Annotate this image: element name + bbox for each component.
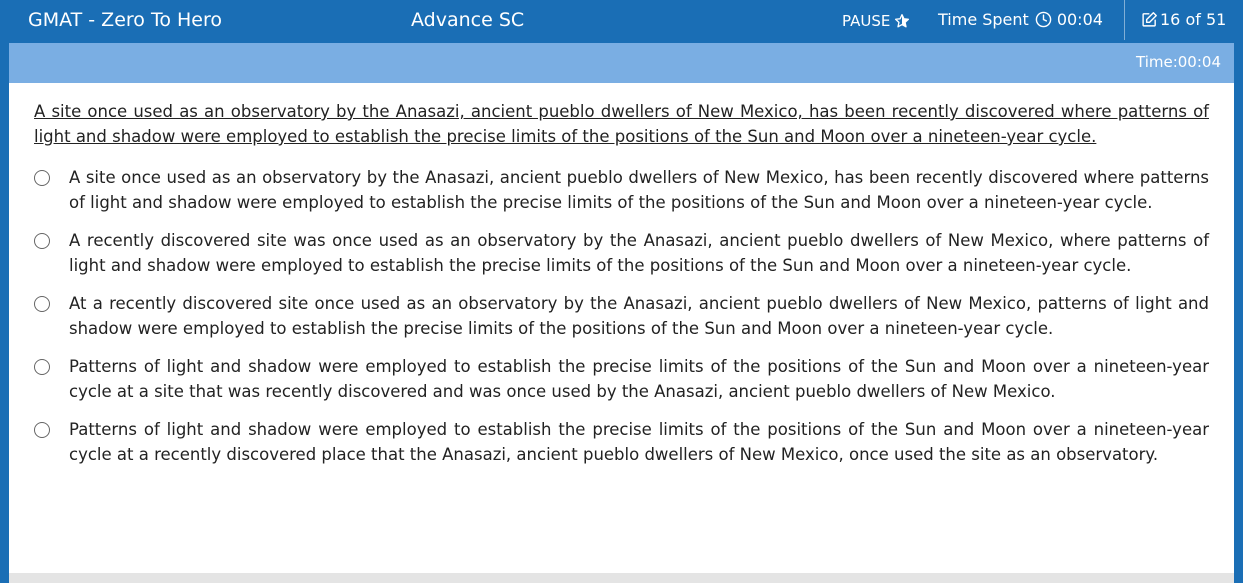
question-progress[interactable] <box>1141 10 1226 29</box>
answer-option-d[interactable] <box>34 354 1209 404</box>
pause-label: PAUSE <box>842 12 891 30</box>
timer-bar <box>9 43 1234 83</box>
clock-icon <box>1035 11 1052 28</box>
time-spent <box>938 10 1103 29</box>
option-text: Patterns of light and shadow were employed to establish the precise limits of the positions of the Sun and Moon over a nineteen-year cycle at a site that was recently discovered and was once used by the Anasazi, ancient pueblo dwellers of New Mexico. <box>69 357 1209 401</box>
answer-option-b[interactable] <box>34 228 1209 278</box>
star-icon <box>894 13 910 29</box>
section-title: Advance SC <box>411 9 525 31</box>
edit-icon <box>1141 11 1158 28</box>
radio-button[interactable] <box>34 233 50 249</box>
radio-button[interactable] <box>34 359 50 375</box>
radio-button[interactable] <box>34 422 50 438</box>
footer-strip <box>9 573 1234 583</box>
progress-text: 16 of 51 <box>1160 10 1227 29</box>
option-text: Patterns of light and shadow were employed to establish the precise limits of the positions of the Sun and Moon over a nineteen-year cycle at a recently discovered place that the Anasazi, ancient pueblo dwellers of New Mexico, once used the site as an observatory. <box>69 420 1209 464</box>
question-stem: A site once used as an observatory by the Anasazi, ancient pueblo dwellers of New Mexico, has been recently discovered where patterns of light and shadow were employed to establish the precise limits of the positions of the Sun and Moon over a nineteen-year cycle. <box>34 102 1209 146</box>
question-body <box>9 83 1234 467</box>
answer-option-a[interactable] <box>34 165 1209 215</box>
header-divider <box>1124 0 1125 40</box>
option-text: A site once used as an observatory by the Anasazi, ancient pueblo dwellers of New Mexico, has been recently discovered where patterns of light and shadow were employed to establish the precise limits of the positions of the Sun and Moon over a nineteen-year cycle. <box>69 168 1209 212</box>
question-timer: Time:00:04 <box>1136 53 1221 71</box>
option-text: A recently discovered site was once used as an observatory by the Anasazi, ancient pueblo dwellers of New Mexico, where patterns of light and shadow were employed to establish the precise limits of the positions of the Sun and Moon over a nineteen-year cycle. <box>69 231 1209 275</box>
radio-button[interactable] <box>34 170 50 186</box>
app-title: GMAT - Zero To Hero <box>28 9 222 31</box>
top-bar <box>0 0 1243 40</box>
answer-option-e[interactable] <box>34 417 1209 467</box>
radio-button[interactable] <box>34 296 50 312</box>
time-spent-value: 00:04 <box>1056 10 1103 29</box>
pause-button[interactable] <box>842 12 910 30</box>
question-panel <box>9 43 1234 583</box>
answer-option-c[interactable] <box>34 291 1209 341</box>
time-spent-label: Time Spent <box>938 10 1029 29</box>
option-text: At a recently discovered site once used as an observatory by the Anasazi, ancient pueblo dwellers of New Mexico, patterns of light and shadow were employed to establish the precise limits of the positions of the Sun and Moon over a nineteen-year cycle. <box>69 294 1209 338</box>
